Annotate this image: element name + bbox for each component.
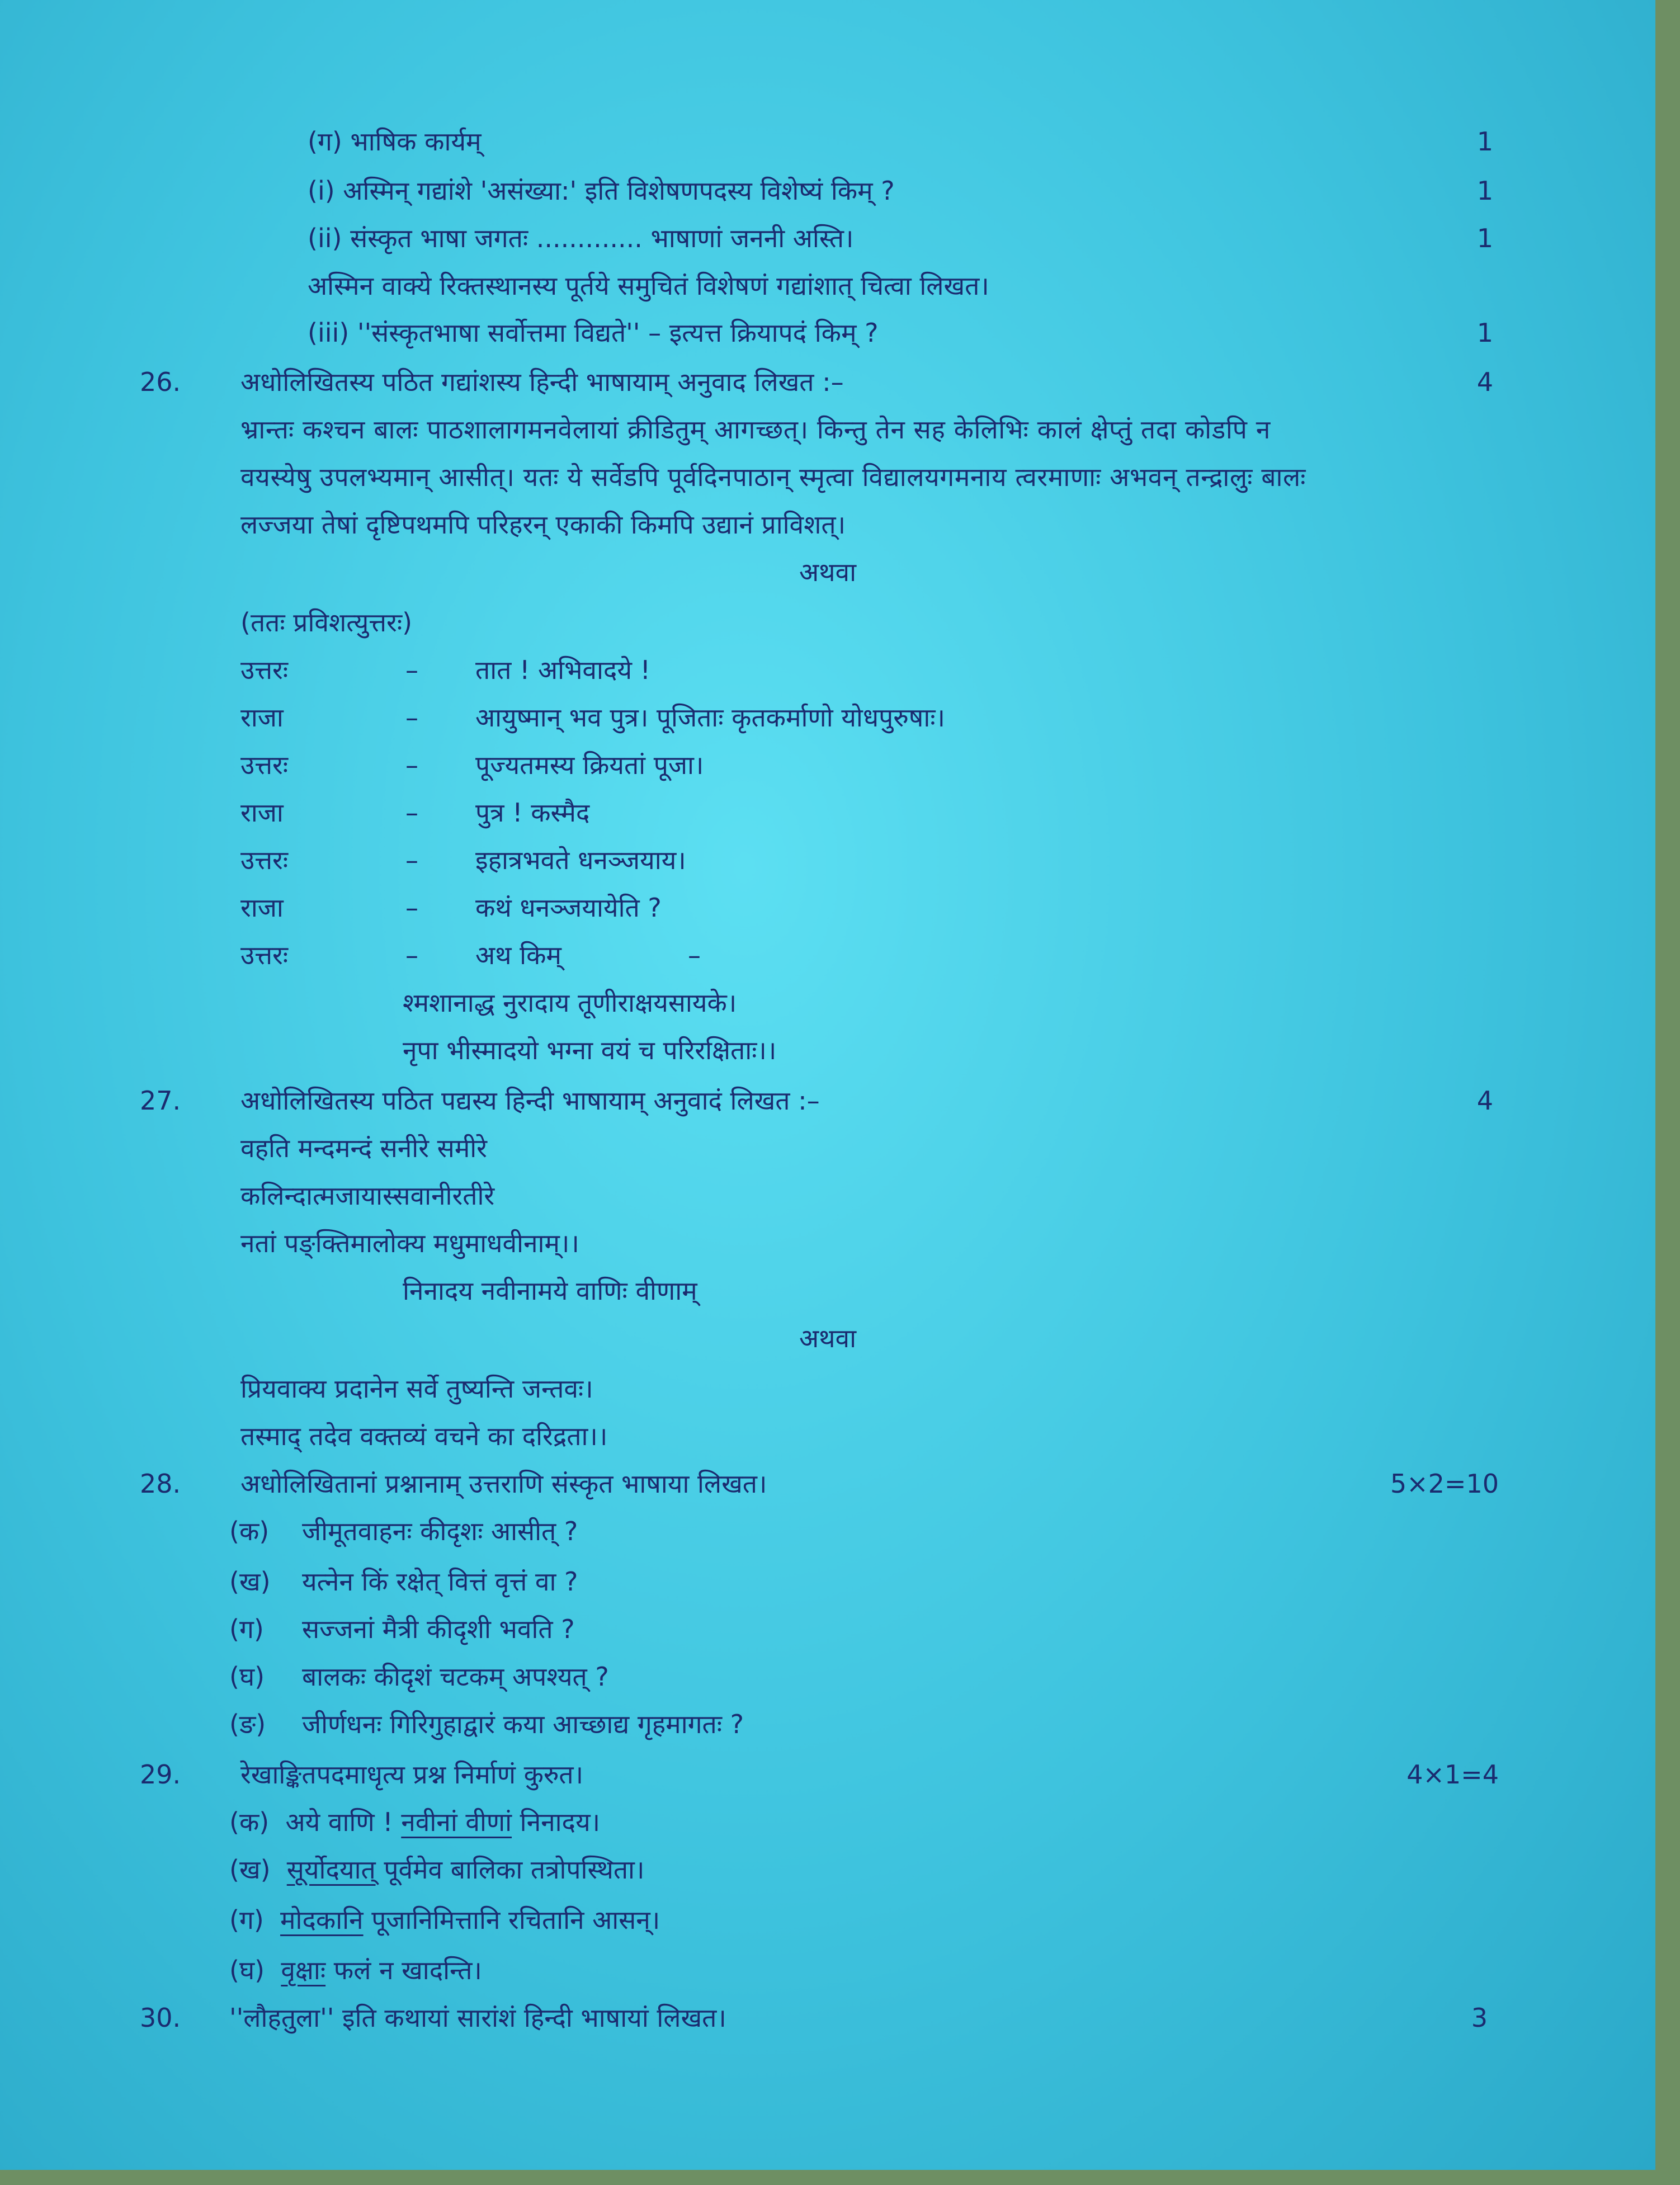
q27-verse-line: वहति मन्दमन्दं सनीरे समीरे xyxy=(240,1133,487,1163)
q27-verse-line: कलिन्दात्मजायास्सवानीरतीरे xyxy=(240,1181,495,1211)
q29-mark: 4×1=4 xyxy=(1407,1759,1499,1790)
q29-question: रेखाङ्कितपदमाधृत्य प्रश्न निर्माणं कुरुत। xyxy=(240,1759,584,1790)
dialogue-speaker: राजा xyxy=(240,797,284,828)
q26-or-label: अथवा xyxy=(799,557,857,587)
q25-iii-text: (iii) ''संस्कृतभाषा सर्वोत्तमा विद्यते'' – इत्यत्त क्रियापदं किम् ? xyxy=(308,318,879,348)
dialogue-line: आयुष्मान् भव पुत्र। पूजिताः कृतकर्माणो योधपुरुषाः। xyxy=(475,702,945,733)
q28-item-label: (ङ) xyxy=(229,1709,266,1739)
underlined-word: मोदकानि xyxy=(280,1905,364,1935)
dialogue-speaker: राजा xyxy=(240,893,284,923)
q29-number: 29. xyxy=(140,1759,181,1790)
q27-number: 27. xyxy=(140,1086,181,1116)
q26-passage-line: लज्जया तेषां दृष्टिपथमपि परिहरन् एकाकी किमपि उद्यानं प्राविशत्। xyxy=(240,509,846,540)
q25-ii-text: (ii) संस्कृत भाषा जगतः ............. भाषाणां जननी अस्ति। xyxy=(308,223,854,253)
dialogue-dash: – xyxy=(405,655,418,685)
q29-item xyxy=(229,1854,645,1885)
q29-item xyxy=(229,1809,600,1835)
dialogue-dash: – xyxy=(405,702,418,733)
dialogue-line: अथ किम् xyxy=(475,940,561,970)
dialogue-speaker: उत्तरः xyxy=(240,655,289,685)
dialogue-dash: – xyxy=(405,893,418,923)
q26-passage-line: भ्रान्तः कश्चन बालः पाठशालागमनवेलायां क्रीडितुम् आगच्छत्। किन्तु तेन सह केलिभिः कालं क्षेप्तुं तदा कोडपि न xyxy=(240,414,1271,445)
q28-item-label: (ग) xyxy=(229,1614,264,1644)
q26-question: अधोलिखितस्य पठित गद्यांशस्य हिन्दी भाषायाम् अनुवाद लिखत :– xyxy=(240,367,844,397)
dialogue-line: पूज्यतमस्य क्रियतां पूजा। xyxy=(475,750,704,780)
underlined-word: नवीनां वीणां xyxy=(401,1807,512,1837)
q27-verse-line: नतां पङ्क्तिमालोक्य मधुमाधवीनाम्।। xyxy=(240,1228,579,1258)
q26-number: 26. xyxy=(140,367,181,397)
q29-item-post: निनादय। xyxy=(512,1807,601,1837)
dialogue-line: तात ! अभिवादये ! xyxy=(475,655,651,685)
q26-stage-direction: (ततः प्रविशत्युत्तरः) xyxy=(240,607,413,638)
dialogue-dash: – xyxy=(405,797,418,828)
q30-question: ''लौहतुला'' इति कथायां सारांशं हिन्दी भाषायां लिखत। xyxy=(229,2003,726,2033)
dialogue-line: पुत्र ! कस्मैद xyxy=(475,797,590,828)
q29-item-label: (ग) xyxy=(229,1905,264,1935)
q29-item-post: पूजानिमित्तानि रचितानि आसन्। xyxy=(363,1905,660,1935)
q27-refrain: निनादय नवीनामये वाणिः वीणाम् xyxy=(403,1276,697,1306)
q28-item-text: बालकः कीदृशं चटकम् अपश्यत् ? xyxy=(302,1662,609,1692)
dialogue-dash: – xyxy=(405,750,418,780)
underlined-word: सूर्योदयात् xyxy=(286,1854,376,1885)
q26-verse-line: नृपा भीस्मादयो भग्ना वयं च परिरक्षिताः।। xyxy=(403,1035,777,1065)
q25-iii-mark: 1 xyxy=(1476,318,1493,348)
q25-c-heading: (ग) भाषिक कार्यम् xyxy=(308,126,482,157)
q29-item-post: पूर्वमेव बालिका तत्रोपस्थिता। xyxy=(375,1854,645,1885)
q28-item-label: (ख) xyxy=(229,1566,271,1597)
q25-ii-mark: 1 xyxy=(1476,223,1493,253)
q26-verse-line: श्मशानाद्ध नुरादाय तूणीराक्षयसायके। xyxy=(403,988,737,1018)
q30-number: 30. xyxy=(140,2003,181,2033)
dialogue-speaker: राजा xyxy=(240,702,284,733)
q26-passage-line: वयस्येषु उपलभ्यमान् आसीत्। यतः ये सर्वेडपि पूर्वदिनपाठान् स्मृत्वा विद्यालयगमनाय त्वरमाणाः अभवन् तन्द्रालुः बालः xyxy=(240,462,1306,492)
q29-item-pre: अये वाणि ! xyxy=(285,1807,402,1837)
q28-item-text: सज्जनां मैत्री कीदृशी भवति ? xyxy=(302,1614,575,1644)
q26-mark: 4 xyxy=(1476,367,1493,397)
q29-item-post: फलं न खादन्ति। xyxy=(325,1955,482,1985)
q28-item-label: (घ) xyxy=(229,1662,265,1692)
dialogue-dash: – xyxy=(405,845,418,875)
q27-or-label: अथवा xyxy=(799,1323,857,1353)
q28-item-label: (क) xyxy=(229,1516,270,1546)
dialogue-line: इहात्रभवते धनञ्जयाय। xyxy=(475,845,686,875)
q29-item xyxy=(229,1907,660,1933)
q25-i-mark: 1 xyxy=(1476,176,1493,206)
q29-item xyxy=(229,1957,482,1983)
dialogue-speaker: उत्तरः xyxy=(240,940,289,970)
verse-intro-dash: – xyxy=(688,940,701,970)
dialogue-dash: – xyxy=(405,940,418,970)
q28-number: 28. xyxy=(140,1469,181,1499)
q25-c-mark: 1 xyxy=(1476,126,1493,157)
dialogue-speaker: उत्तरः xyxy=(240,845,289,875)
underlined-word: वृक्षाः xyxy=(281,1955,326,1985)
q28-item-text: जीर्णधनः गिरिगुहाद्वारं कया आच्छाद्य गृहमागतः ? xyxy=(302,1709,744,1739)
q28-question: अधोलिखितानां प्रश्नानाम् उत्तराणि संस्कृत भाषाया लिखत। xyxy=(240,1469,767,1499)
q27-alt-line: प्रियवाक्य प्रदानेन सर्वे तुष्यन्ति जन्तवः। xyxy=(240,1374,593,1404)
q28-mark: 5×2=10 xyxy=(1390,1469,1499,1499)
q27-question: अधोलिखितस्य पठित पद्यस्य हिन्दी भाषायाम् अनुवादं लिखत :– xyxy=(240,1086,820,1116)
q29-item-label: (क) xyxy=(229,1807,270,1837)
q30-mark: 3 xyxy=(1471,2003,1488,2033)
q25-i-text: (i) अस्मिन् गद्यांशे 'असंख्या:' इति विशेषणपदस्य विशेष्यं किम् ? xyxy=(308,176,895,206)
q27-mark: 4 xyxy=(1476,1086,1493,1116)
q29-item-label: (घ) xyxy=(229,1955,265,1985)
q28-item-text: यत्नेन किं रक्षेत् वित्तं वृत्तं वा ? xyxy=(302,1566,578,1597)
q25-ii-instruction: अस्मिन वाक्ये रिक्तस्थानस्य पूर्तये समुचितं विशेषणं गद्यांशात् चित्वा लिखत। xyxy=(308,271,989,301)
q27-alt-line: तस्माद् तदेव वक्तव्यं वचने का दरिद्रता।। xyxy=(240,1421,608,1451)
q28-item-text: जीमूतवाहनः कीदृशः आसीत् ? xyxy=(302,1516,578,1546)
dialogue-line: कथं धनञ्जयायेति ? xyxy=(475,893,662,923)
q29-item-label: (ख) xyxy=(229,1854,271,1885)
dialogue-speaker: उत्तरः xyxy=(240,750,289,780)
